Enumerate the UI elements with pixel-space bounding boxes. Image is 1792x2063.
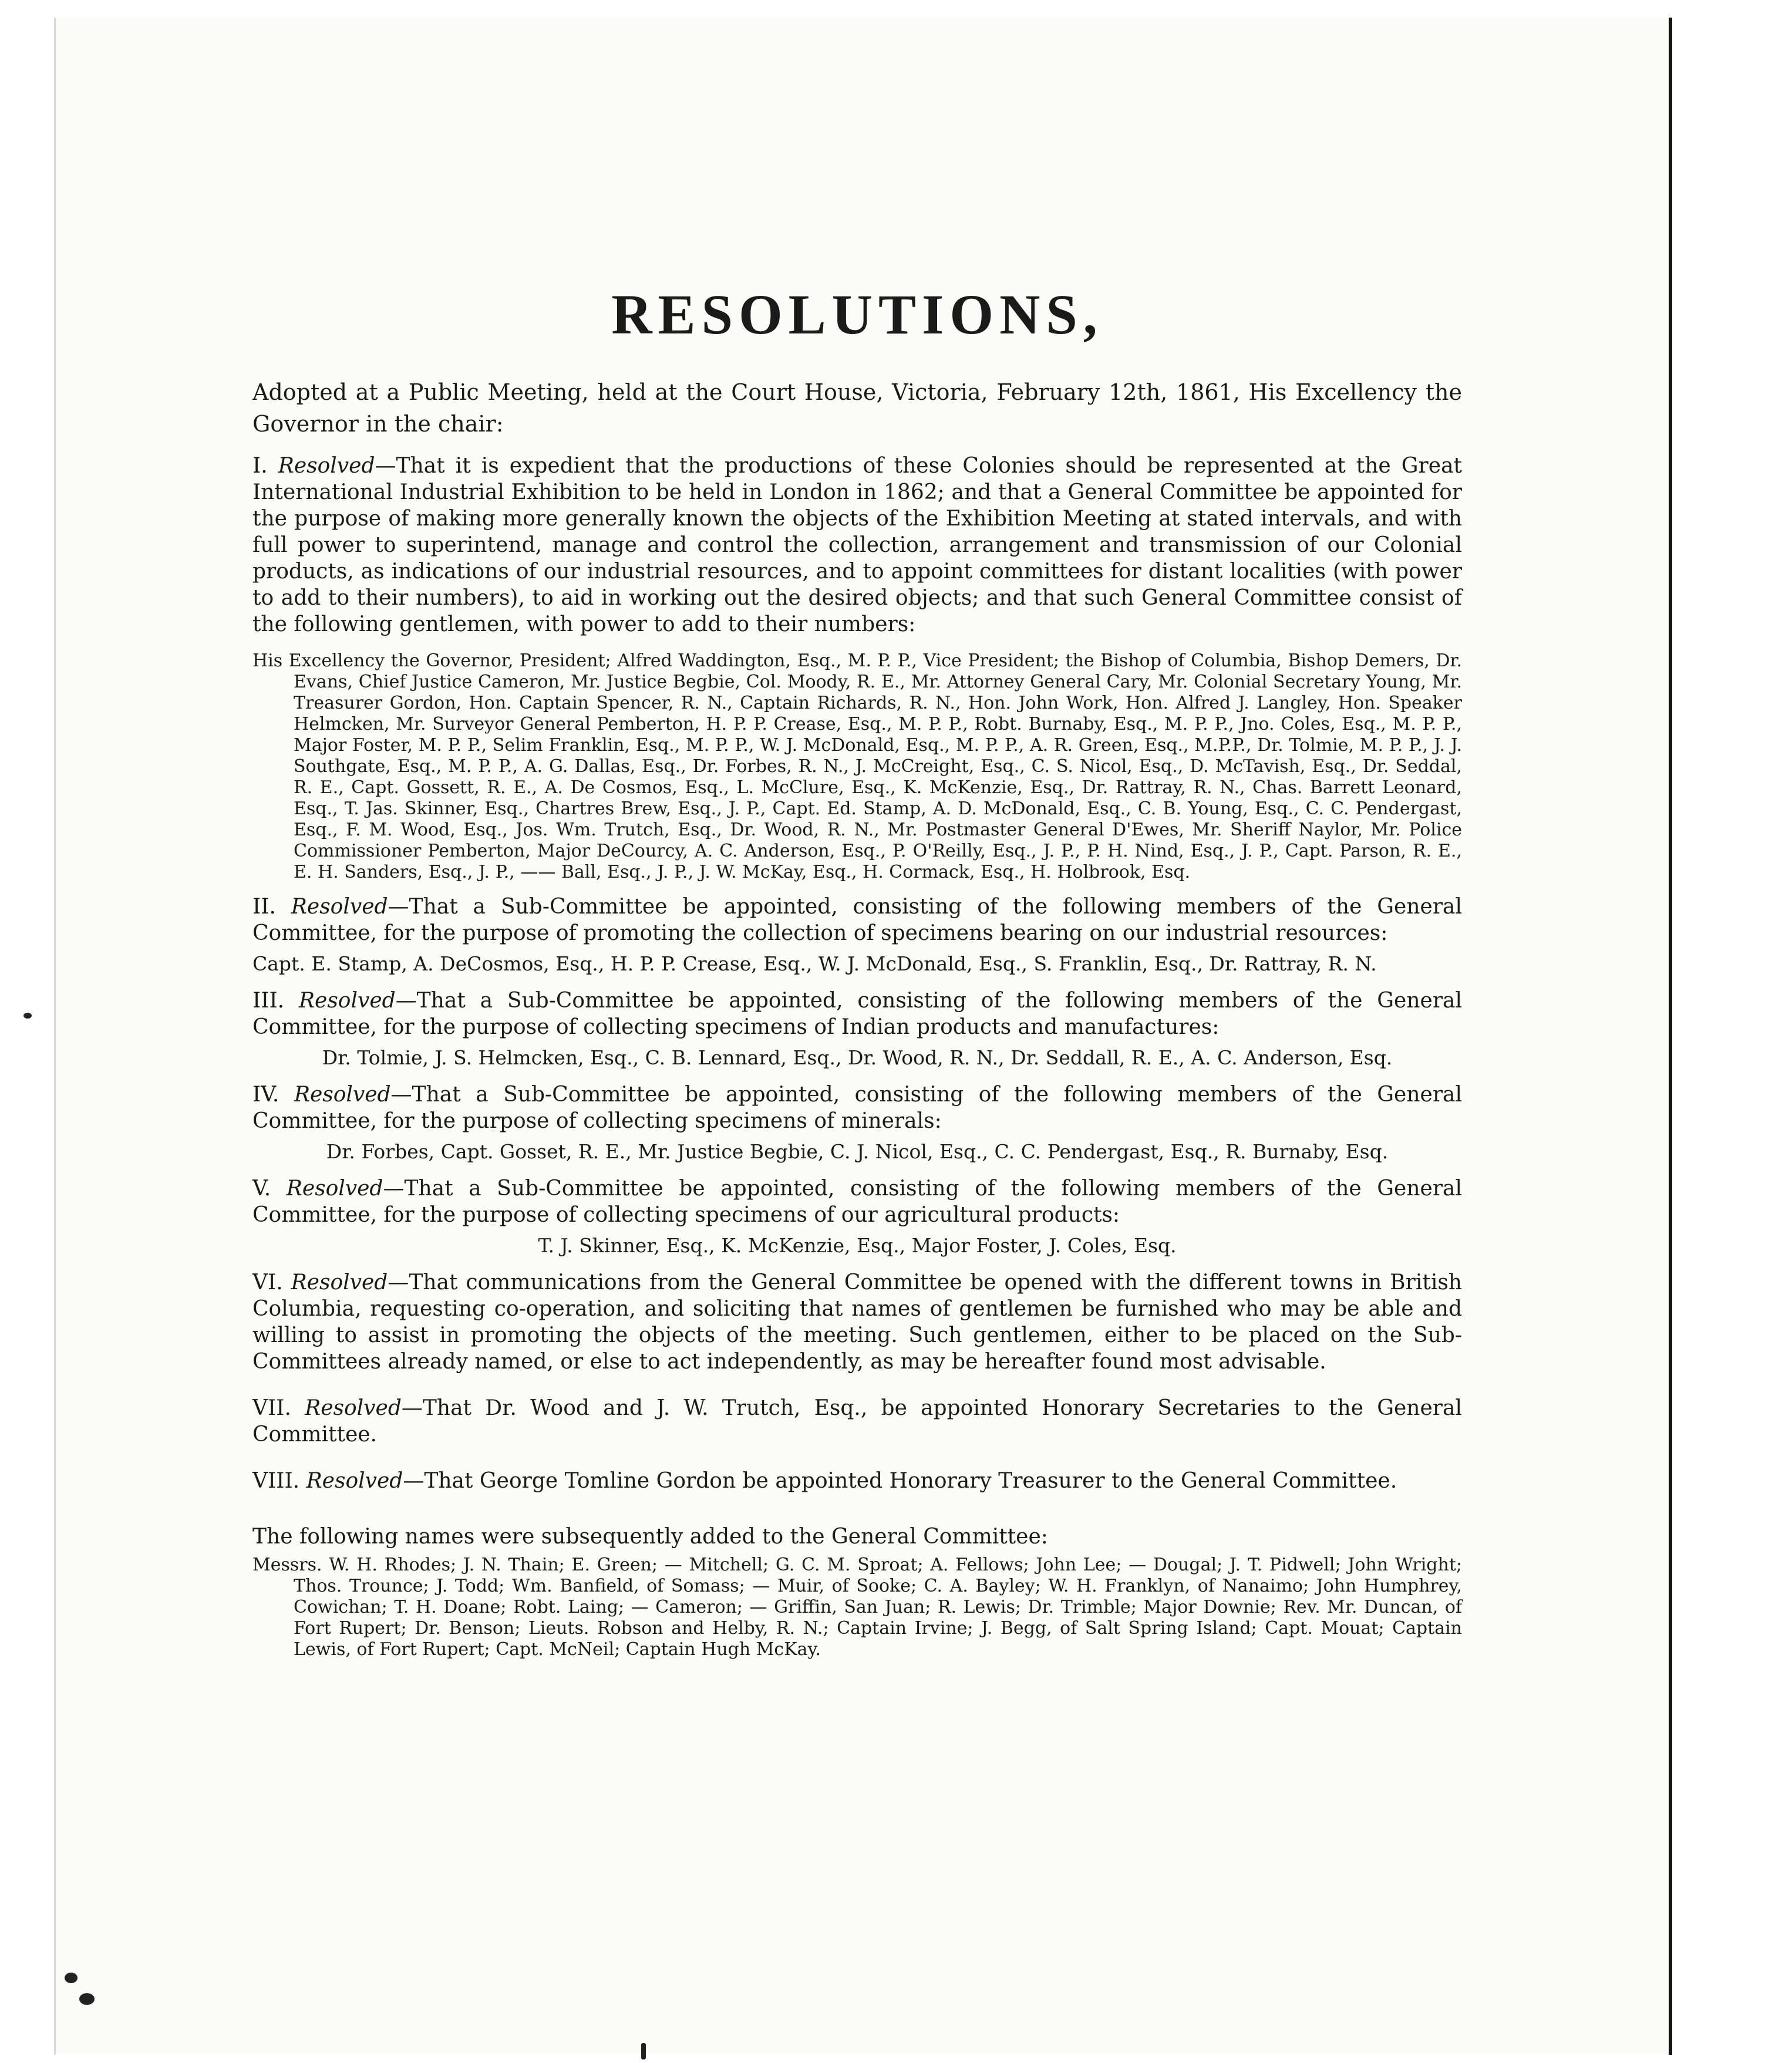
resolution-8 (252, 1468, 1462, 1494)
scan-speck (23, 1013, 32, 1019)
resolution-text: —That communications from the General Committee be opened with the different towns in British Columbia, requesting co-operation, and soliciting that names of gentlemen be furnished who may be able and willing to assist in promoting the objects of the meeting. Such gentlemen, either to be placed on the Sub-Committees already named, or else to act independently, as may be hereafter found most advisable. (252, 1270, 1462, 1374)
resolved-keyword: Resolved (294, 1083, 391, 1107)
resolved-keyword: Resolved (286, 1177, 383, 1201)
meeting-intro: Adopted at a Public Meeting, held at the Court House, Victoria, February 12th, 1861, His Excellency the Governor in the chair: (252, 379, 1462, 437)
resolved-keyword: Resolved (278, 454, 375, 478)
general-committee-list: His Excellency the Governor, President; Alfred Waddington, Esq., M. P. P., Vice President; the Bishop of Columbia, Bishop Demers, Dr. Evans, Chief Justice Cameron, Mr. Justice Begbie, Col. Moody, R. E., Mr. Attorney General Cary, Mr. Colonial Secretary Young, Mr. Treasurer Gordon, Hon. Captain Spencer, R. N., Captain Richards, R. N., Hon. John Work, Hon. Alfred J. Langley, Hon. Speaker Helmcken, Mr. Surveyor General Pemberton, H. P. P. Crease, Esq., M. P. P., Robt. Burnaby, Esq., M. P. P., Jno. Coles, Esq., M. P. P., Major Foster, M. P. P., Selim Franklin, Esq., M. P. P., W. J. McDonald, Esq., M. P. P., A. R. Green, Esq., M.P.P., Dr. Tolmie, M. P. P., J. J. Southgate, Esq., M. P. P., A. G. Dallas, Esq., Dr. Forbes, R. N., J. McCreight, Esq., C. S. Nicol, Esq., D. McTavish, Esq., Dr. Seddal, R. E., Capt. Gossett, R. E., A. De Cosmos, Esq., L. McClure, Esq., K. McKenzie, Esq., Dr. Rattray, R. N., Chas. Barrett Leonard, Esq., T. Jas. Skinner, Esq., Chartres Brew, Esq., J. P., Capt. Ed. Stamp, A. D. McDonald, Esq., C. B. Young, Esq., C. C. Pendergast, Esq., F. M. Wood, Esq., Jos. Wm. Trutch, Esq., Dr. Wood, R. N., Mr. Postmaster General D'Ewes, Mr. Sheriff Naylor, Mr. Police Commissioner Pemberton, Major DeCourcy, A. C. Anderson, Esq., P. O'Reilly, Esq., J. P., P. H. Nind, Esq., J. P., Capt. Parson, R. E., E. H. Sanders, Esq., J. P., —— Ball, Esq., J. P., J. W. McKay, Esq., H. Cormack, Esq., H. Holbrook, Esq. (252, 650, 1462, 882)
resolution-text: —That George Tomline Gordon be appointed Honorary Treasurer to the General Committee. (403, 1469, 1397, 1493)
resolution-text: —That a Sub-Committee be appointed, consisting of the following members of the General Committee, for the purpose of collecting specimens of minerals: (252, 1083, 1463, 1133)
resolved-keyword: Resolved (291, 895, 388, 919)
resolution-number: VIII. (252, 1469, 300, 1493)
page-edge-divider (1669, 18, 1672, 2055)
resolution-number: V. (252, 1177, 271, 1201)
resolutions-document (252, 258, 1462, 1671)
resolution-text: —That a Sub-Committee be appointed, consisting of the following members of the General Committee, for the purpose of collecting specimens of our agricultural products: (252, 1177, 1463, 1227)
resolution-text: —That a Sub-Committee be appointed, consisting of the following members of the General Committee, for the purpose of collecting specimens of Indian products and manufactures: (252, 989, 1463, 1039)
resolved-keyword: Resolved (291, 1270, 388, 1295)
subcommittee-v-members: T. J. Skinner, Esq., K. McKenzie, Esq., Major Foster, J. Coles, Esq. (538, 1234, 1177, 1257)
resolved-keyword: Resolved (298, 989, 396, 1013)
resolution-number: IV. (252, 1083, 279, 1107)
resolution-number: VI. (252, 1270, 283, 1295)
resolved-keyword: Resolved (306, 1469, 403, 1493)
resolved-keyword: Resolved (305, 1396, 402, 1420)
resolution-3 (252, 987, 1462, 1040)
resolution-4 (252, 1081, 1462, 1134)
resolution-1 (252, 453, 1462, 638)
resolution-2 (252, 894, 1462, 946)
scan-speck (79, 1993, 95, 2005)
document-title: RESOLUTIONS, (611, 283, 1103, 346)
subsequent-additions-list: Messrs. W. H. Rhodes; J. N. Thain; E. Green; — Mitchell; G. C. M. Sproat; A. Fellows; John Lee; — Dougal; J. T. Pidwell; John Wright; Thos. Trounce; J. Todd; Wm. Banfield, of Somass; — Muir, of Sooke; C. A. Bayley; W. H. Franklyn, of Nanaimo; John Humphrey, Cowichan; T. H. Doane; Robt. Laing; — Cameron; — Griffin, San Juan; R. Lewis; Dr. Trimble; Major Downie; Rev. Mr. Duncan, of Fort Rupert; Dr. Benson; Lieuts. Robson and Helby, R. N.; Captain Irvine; J. Begg, of Salt Spring Island; Capt. Mouat; Captain Lewis, of Fort Rupert; Capt. McNeil; Captain Hugh McKay. (252, 1555, 1462, 1660)
scan-speck (65, 1973, 78, 1983)
scan-speck (641, 2043, 646, 2059)
resolution-number: I. (252, 454, 268, 478)
resolution-number: III. (252, 989, 285, 1013)
resolution-6 (252, 1269, 1462, 1375)
resolution-5 (252, 1175, 1462, 1228)
subcommittee-iv-members: Dr. Forbes, Capt. Gosset, R. E., Mr. Justice Begbie, C. J. Nicol, Esq., C. C. Pendergast, Esq., R. Burnaby, Esq. (326, 1140, 1389, 1163)
page-gutter (1669, 18, 1792, 2055)
subcommittee-ii-members: Capt. E. Stamp, A. DeCosmos, Esq., H. P. P. Crease, Esq., W. J. McDonald, Esq., S. Franklin, Esq., Dr. Rattray, R. N. (252, 952, 1377, 975)
resolution-number: II. (252, 895, 276, 919)
resolution-7 (252, 1395, 1462, 1448)
resolution-text: —That Dr. Wood and J. W. Trutch, Esq., be appointed Honorary Secretaries to the General Committee. (252, 1396, 1462, 1447)
resolution-number: VII. (252, 1396, 291, 1420)
resolution-text: —That a Sub-Committee be appointed, consisting of the following members of the General Committee, for the purpose of promoting the collection of specimens bearing on our industrial resources: (252, 895, 1463, 945)
resolution-text: —That it is expedient that the productions of these Colonies should be represented at the Great International Industrial Exhibition to be held in London in 1862; and that a General Committee be appointed for the purpose of making more generally known the objects of the Exhibition Meeting at stated intervals, and with full power to superintend, manage and control the collection, arrangement and transmission of our Colonial products, as indications of our industrial resources, and to appoint committees for distant localities (with power to add to their numbers), to aid in working out the desired objects; and that such General Committee consist of the following gentlemen, with power to add to their numbers: (252, 454, 1462, 636)
subcommittee-iii-members: Dr. Tolmie, J. S. Helmcken, Esq., C. B. Lennard, Esq., Dr. Wood, R. N., Dr. Seddall, R. E., A. C. Anderson, Esq. (322, 1046, 1393, 1069)
subsequent-additions-intro: The following names were subsequently added to the General Committee: (252, 1525, 1048, 1549)
